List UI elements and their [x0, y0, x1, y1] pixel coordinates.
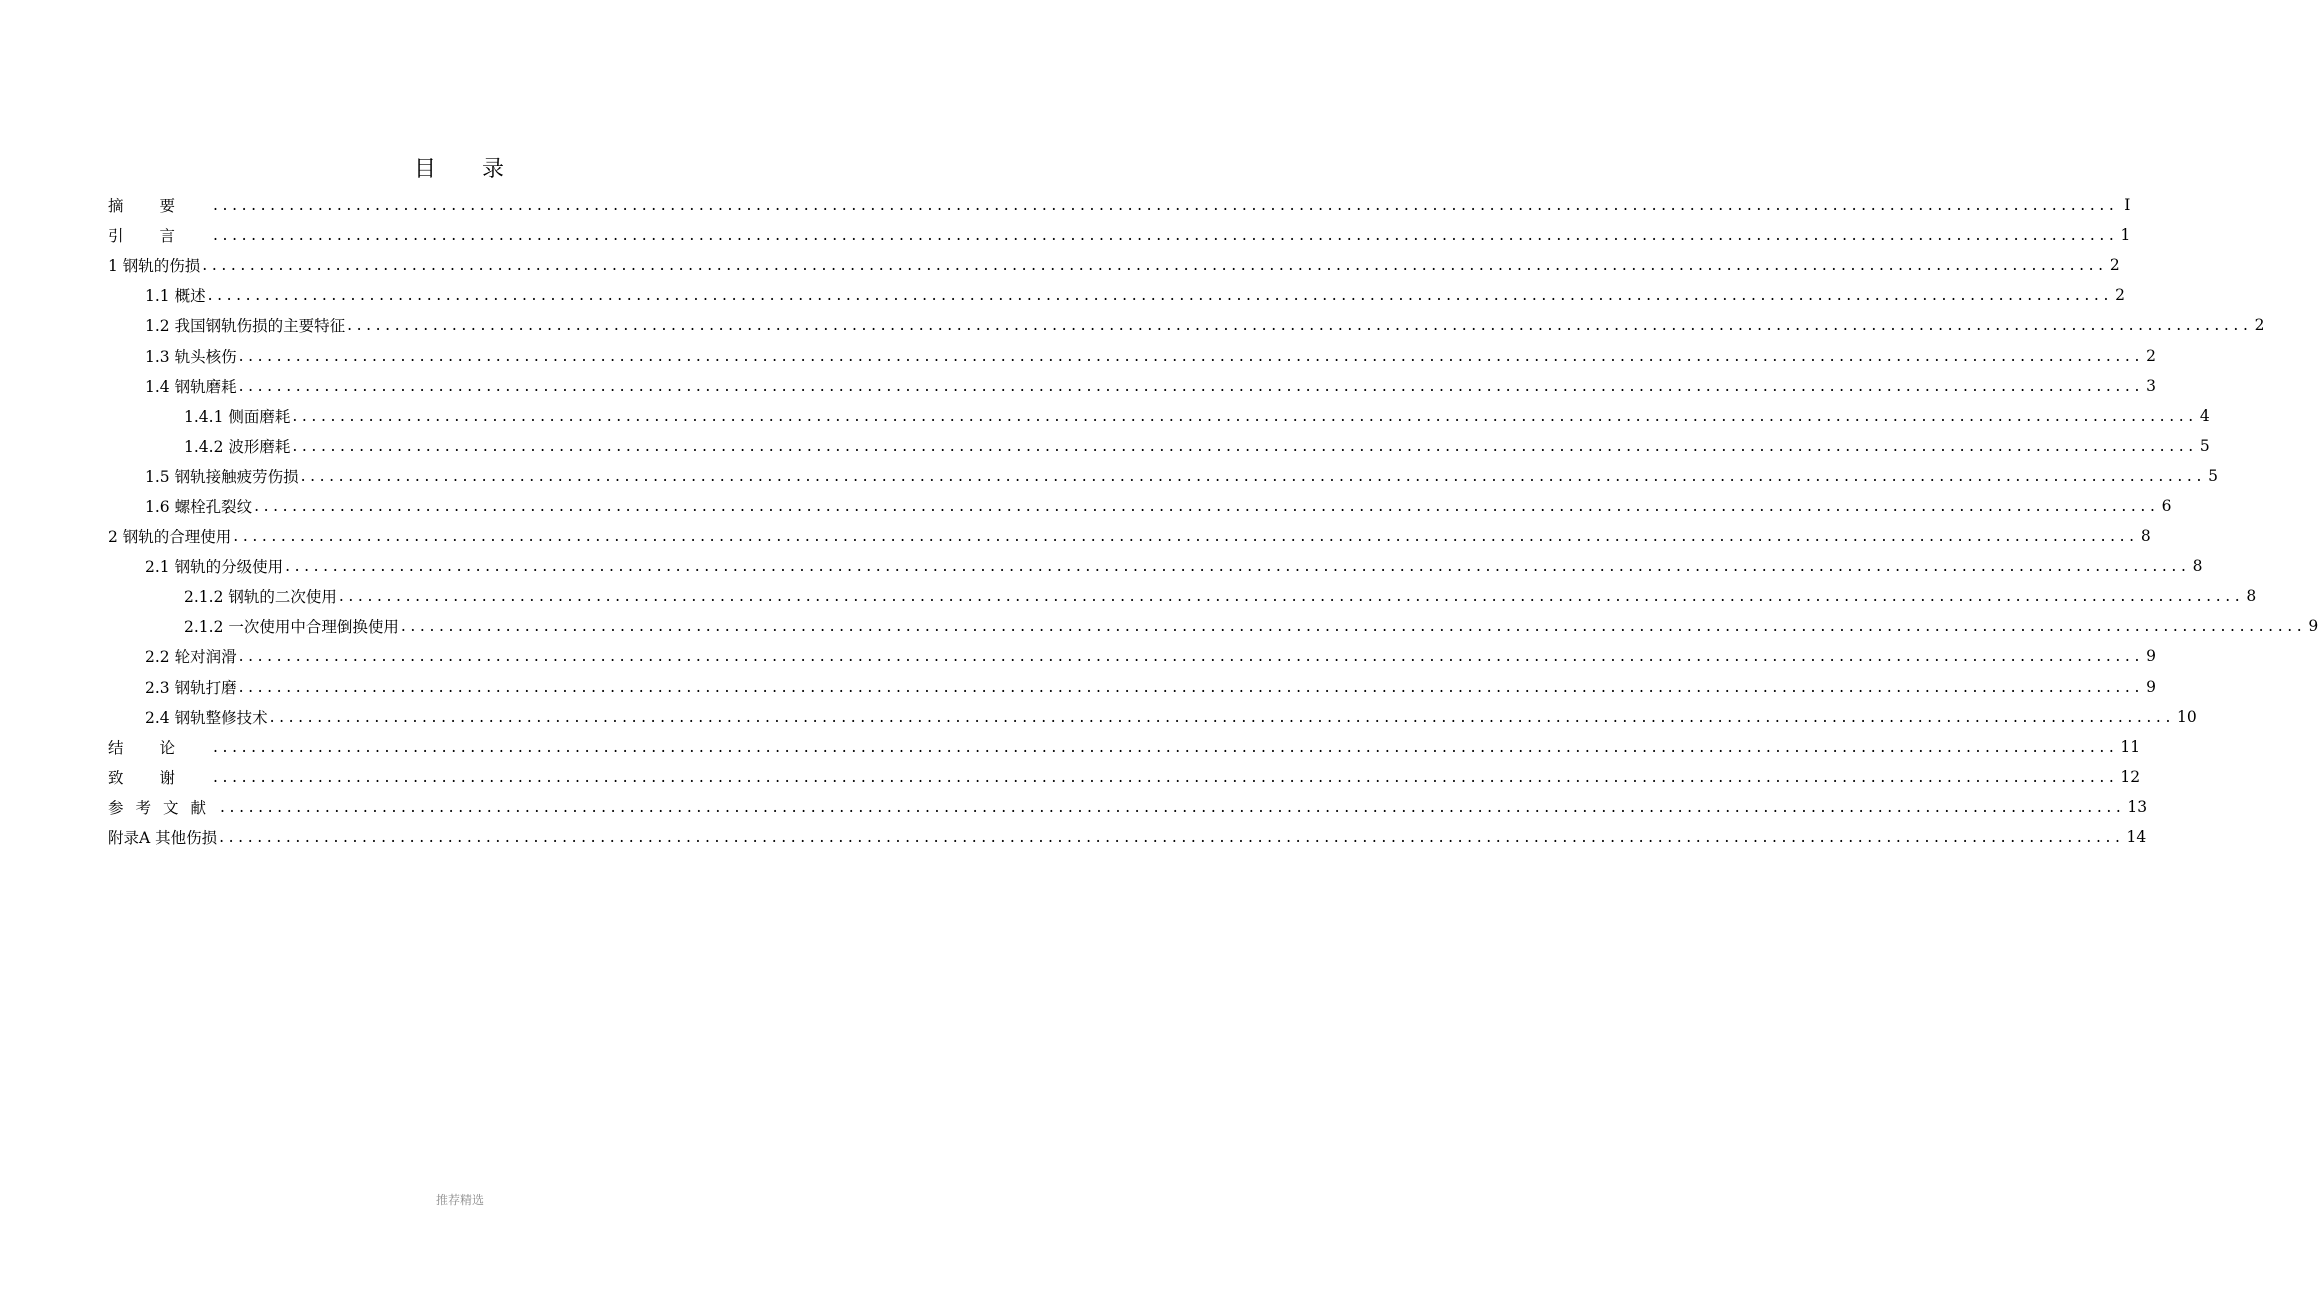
toc-entry[interactable] [108, 581, 2257, 611]
toc-entry-page: 6 [2161, 496, 2172, 515]
toc-entry[interactable] [108, 521, 2151, 551]
toc-entry-label: 1.1 概述 [145, 287, 206, 306]
toc-entry-page: 2 [2254, 316, 2265, 335]
toc-entry-label: 2.2 轮对润滑 [145, 648, 237, 667]
toc-leader-dots: ........................................................................................................................................................................................................ [347, 316, 2253, 335]
toc-leader-dots: ........................................................................................................................................................................................................ [254, 496, 2160, 515]
toc-entry-page: I [2124, 196, 2131, 215]
toc-entry[interactable] [108, 310, 2265, 340]
toc-entry-label: 2.1.2 钢轨的二次使用 [184, 588, 337, 607]
toc-entry-label: 1.3 轨头核伤 [145, 347, 237, 366]
toc-entry-label: 附录A 其他伤损 [108, 829, 218, 848]
toc-entry[interactable] [108, 611, 2318, 641]
table-of-contents [108, 190, 2318, 852]
toc-leader-dots: ........................................................................................................................................................................................................ [219, 828, 2125, 847]
toc-entry-label: 1.2 我国钢轨伤损的主要特征 [145, 317, 346, 336]
toc-entry-page: 12 [2120, 767, 2141, 786]
toc-entry[interactable] [108, 702, 2197, 732]
toc-entry-page: 4 [2199, 406, 2210, 425]
toc-leader-dots: ........................................................................................................................................................................................................ [238, 647, 2144, 666]
toc-entry-page: 14 [2126, 828, 2147, 847]
toc-entry-label: 1 钢轨的伤损 [108, 257, 201, 276]
toc-leader-dots: ........................................................................................................................................................................................................ [338, 587, 2245, 606]
toc-entry-page: 8 [2246, 587, 2257, 606]
toc-entry-page: 10 [2176, 707, 2197, 726]
toc-entry-page: 2 [2115, 286, 2125, 305]
toc-entry[interactable] [108, 280, 2125, 310]
toc-entry-label: 2 钢轨的合理使用 [108, 528, 232, 547]
title-char-2: 录 [482, 157, 507, 182]
toc-leader-dots: ........................................................................................................................................................................................................ [213, 196, 2119, 215]
toc-leader-dots: ........................................................................................................................................................................................................ [292, 406, 2198, 425]
toc-entry-page: 11 [2120, 737, 2141, 756]
page-title [0, 152, 920, 183]
toc-entry-page: 3 [2146, 376, 2156, 395]
toc-entry-page: 13 [2127, 797, 2148, 816]
toc-entry-page: 9 [2146, 647, 2156, 666]
toc-entry[interactable] [108, 431, 2210, 461]
toc-entry[interactable] [108, 401, 2210, 431]
toc-entry[interactable] [108, 461, 2218, 491]
toc-entry-label: 致谢 [108, 768, 212, 787]
toc-entry-label: 参考文献 [108, 798, 219, 817]
toc-entry-label: 2.4 钢轨整修技术 [145, 708, 268, 727]
toc-entry[interactable] [108, 641, 2156, 671]
toc-entry[interactable] [108, 822, 2147, 852]
toc-entry-label: 引言 [108, 227, 212, 246]
toc-leader-dots: ........................................................................................................................................................................................................ [213, 737, 2119, 756]
toc-leader-dots: ........................................................................................................................................................................................................ [300, 466, 2206, 485]
toc-entry[interactable] [108, 220, 2131, 250]
toc-entry-label: 1.4.2 波形磨耗 [184, 437, 291, 456]
toc-entry-page: 2 [2146, 346, 2156, 365]
toc-entry-label: 摘要 [108, 197, 212, 216]
toc-entry-label: 2.3 钢轨打磨 [145, 678, 237, 697]
toc-entry[interactable] [108, 762, 2141, 792]
toc-entry-page: 1 [2120, 226, 2131, 245]
toc-entry[interactable] [108, 190, 2131, 220]
toc-entry[interactable] [108, 792, 2148, 822]
toc-leader-dots: ........................................................................................................................................................................................................ [220, 797, 2126, 816]
toc-entry-label: 1.6 螺栓孔裂纹 [145, 497, 253, 516]
toc-entry[interactable] [108, 672, 2156, 702]
title-char-1: 目 [413, 157, 438, 182]
toc-leader-dots: ........................................................................................................................................................................................................ [269, 707, 2175, 726]
toc-entry-page: 5 [2208, 466, 2218, 485]
toc-entry[interactable] [108, 491, 2172, 521]
toc-leader-dots: ........................................................................................................................................................................................................ [202, 256, 2108, 275]
toc-entry[interactable] [108, 371, 2156, 401]
toc-entry[interactable] [108, 340, 2156, 370]
toc-leader-dots: ........................................................................................................................................................................................................ [285, 557, 2191, 576]
toc-entry-label: 结论 [108, 738, 212, 757]
toc-leader-dots: ........................................................................................................................................................................................................ [213, 226, 2119, 245]
toc-leader-dots: ........................................................................................................................................................................................................ [238, 376, 2144, 395]
toc-entry-label: 2.1.2 一次使用中合理倒换使用 [184, 618, 399, 637]
toc-entry-label: 1.5 钢轨接触疲劳伤损 [145, 467, 299, 486]
toc-entry-page: 8 [2140, 527, 2151, 546]
toc-entry[interactable] [108, 551, 2203, 581]
toc-leader-dots: ........................................................................................................................................................................................................ [292, 436, 2198, 455]
toc-leader-dots: ........................................................................................................................................................................................................ [400, 617, 2307, 636]
toc-entry-page: 9 [2308, 617, 2318, 636]
toc-leader-dots: ........................................................................................................................................................................................................ [238, 677, 2144, 696]
toc-leader-dots: ........................................................................................................................................................................................................ [213, 767, 2119, 786]
toc-leader-dots: ........................................................................................................................................................................................................ [238, 346, 2144, 365]
toc-leader-dots: ........................................................................................................................................................................................................ [233, 527, 2139, 546]
toc-entry-label: 2.1 钢轨的分级使用 [145, 558, 284, 577]
toc-entry-page: 9 [2146, 677, 2156, 696]
toc-entry-page: 2 [2109, 256, 2120, 275]
toc-entry-label: 1.4 钢轨磨耗 [145, 377, 237, 396]
page-footer: 推荐精选 [435, 1193, 484, 1207]
toc-entry[interactable] [108, 250, 2120, 280]
toc-entry-label: 1.4.1 侧面磨耗 [184, 407, 291, 426]
toc-entry-page: 8 [2192, 557, 2203, 576]
toc-leader-dots: ........................................................................................................................................................................................................ [207, 286, 2113, 305]
toc-entry[interactable] [108, 732, 2141, 762]
toc-entry-page: 5 [2199, 436, 2210, 455]
